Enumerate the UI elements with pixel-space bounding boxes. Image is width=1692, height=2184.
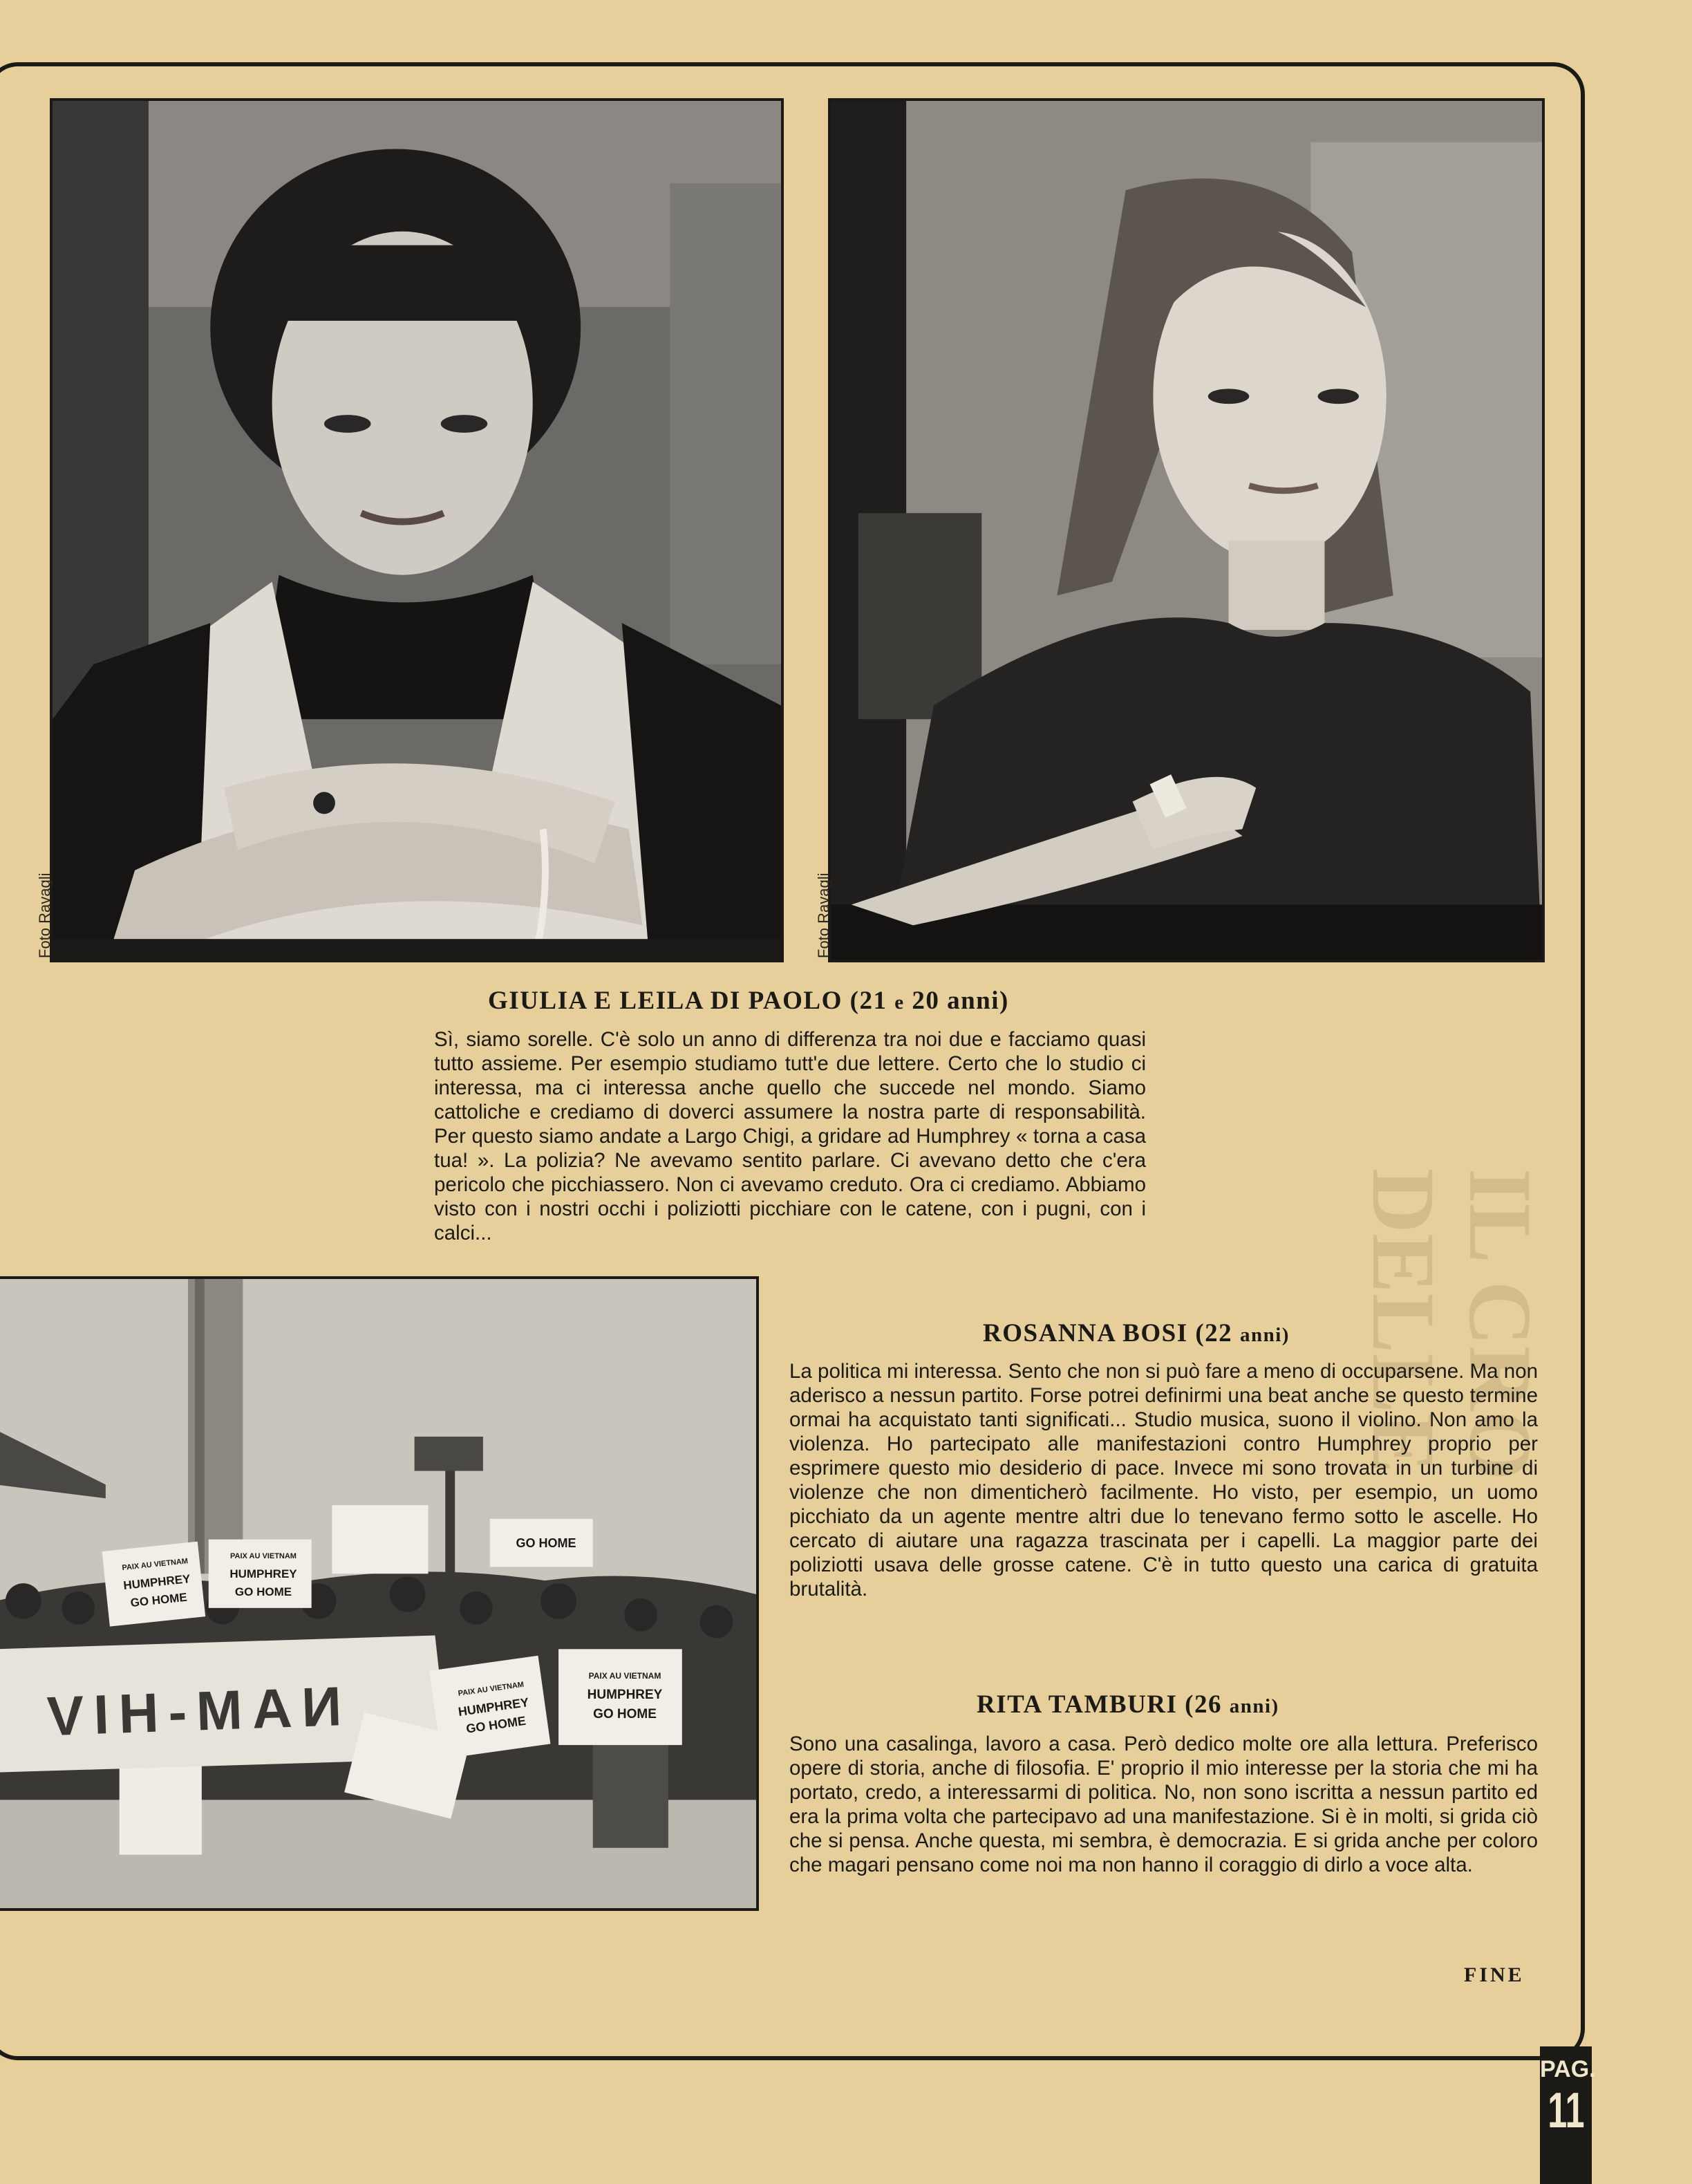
protest-photo xyxy=(0,1276,759,1911)
sign-line: PAIX AU VIETNAM xyxy=(458,1680,525,1698)
protest-sign xyxy=(570,1666,680,1724)
person-name: RITA TAMBURI xyxy=(977,1690,1178,1719)
person-age-open: (26 xyxy=(1185,1690,1222,1719)
section-heading-bosi xyxy=(983,1318,1290,1348)
page-label: PAG. xyxy=(1540,2056,1596,2082)
photo-credit-right: Foto Ravagli xyxy=(815,872,832,958)
sign-line: HUMPHREY xyxy=(122,1571,191,1593)
protest-sign xyxy=(109,1551,204,1614)
section-heading-tamburi xyxy=(977,1690,1279,1719)
protest-sign xyxy=(216,1547,311,1601)
section-heading-di-paolo xyxy=(488,986,1009,1016)
portrait-photo-right xyxy=(828,98,1545,962)
sign-line: PAIX AU VIETNAM xyxy=(230,1552,297,1560)
page-number-box xyxy=(1540,2046,1596,2184)
age-joiner: e xyxy=(894,991,905,1014)
protest-banner-text: NAM-HIV xyxy=(36,1675,343,1748)
portrait-photo-left xyxy=(50,98,784,962)
sign-line: GO HOME xyxy=(465,1713,527,1736)
sign-line: PAIX AU VIETNAM xyxy=(588,1671,661,1681)
person-name: GIULIA E LEILA DI PAOLO xyxy=(488,987,843,1015)
person-age-close: anni) xyxy=(1229,1695,1279,1717)
interview-text-di-paolo: Sì, siamo sorelle. C'è solo un anno di differenza tra noi due e facciamo quasi tutto assieme. Per esempio studiamo tutt'e due lettere. Certo che lo studio ci interessa, ma ci interessa anche quello che succede nel mondo. Siamo cattoliche e crediamo di doverci assumere la nostra parte di responsabilità. Per questo siamo andate a Largo Chigi, a gridare ad Humphrey « torna a casa tua! ». La polizia? Ne avevamo sentito parlare. Ci avevano detto che c'era pericolo che picchiassero. Non ci avevamo creduto. Ora ci crediamo. Abbiamo visto con i nostri occhi i poliziotti picchiare con le catene, con i pugni, con i calci... xyxy=(434,1028,1146,1244)
person-name: ROSANNA BOSI xyxy=(983,1319,1188,1347)
person-age-close: anni) xyxy=(1239,1324,1290,1346)
protest-sign xyxy=(499,1536,593,1551)
sign-line: HUMPHREY xyxy=(587,1688,663,1702)
person-age-open: (21 xyxy=(849,987,887,1015)
person-age-open: (22 xyxy=(1195,1319,1233,1347)
sign-line: HUMPHREY xyxy=(229,1567,297,1580)
interview-text-bosi: La politica mi interessa. Sento che non si può fare a meno di occuparsene. Ma non aderisco a nessun partito. Forse potrei definirmi una beat anche se questo termine ormai ha acquistato tanti significati... Studio musica, suono il violino. Non amo la violenza. Ho partecipato alle manifestazioni contro Humphrey proprio per esprimere questo mio desiderio di pace. Invece mi sono trovata in un turbine di violenze che non dimenticherò facilmente. Ho visto, per esempio, un uomo picchiato da un agente mentre altri due lo tenevano fermo sotto le ascelle. Ho cercato di aiutare una ragazza trascinata per i capelli. La maggior parte dei poliziotti usava delle grosse catene. C'è in tutto questo una carica di gratuita brutalità. xyxy=(789,1360,1538,1600)
end-mark: FINE xyxy=(1464,1963,1525,1986)
page-number: 11 xyxy=(1548,2083,1585,2138)
sign-line: GO HOME xyxy=(516,1536,576,1550)
bleed-through-text: IL CRO DELLE xyxy=(1353,1168,1550,1481)
sign-line: GO HOME xyxy=(234,1585,292,1598)
sign-line: HUMPHREY xyxy=(457,1695,530,1719)
photo-credit-left: Foto Ravagli xyxy=(36,872,53,958)
sign-line: PAIX AU VIETNAM xyxy=(121,1557,189,1573)
person-age-close: 20 anni) xyxy=(912,987,1009,1015)
sign-line: GO HOME xyxy=(129,1590,188,1610)
sign-line: GO HOME xyxy=(593,1707,657,1721)
interview-text-tamburi: Sono una casalinga, lavoro a casa. Però dedico molte ore alla lettura. Preferisco opere di storia, anche di filosofia. E' proprio il mio interesse per la storia che mi ha portato, credo, a interessarmi di politica. No, non sono iscritta a nessun partito ed era la prima volta che partecipavo ad una manifestazione. Si è in molti, si grida ciò che si pensa. Anche questa, mi sembra, è democrazia. E si grida anche per coloro che magari pensano come noi ma non hanno il coraggio di dirlo a voce alta. xyxy=(789,1733,1538,1876)
